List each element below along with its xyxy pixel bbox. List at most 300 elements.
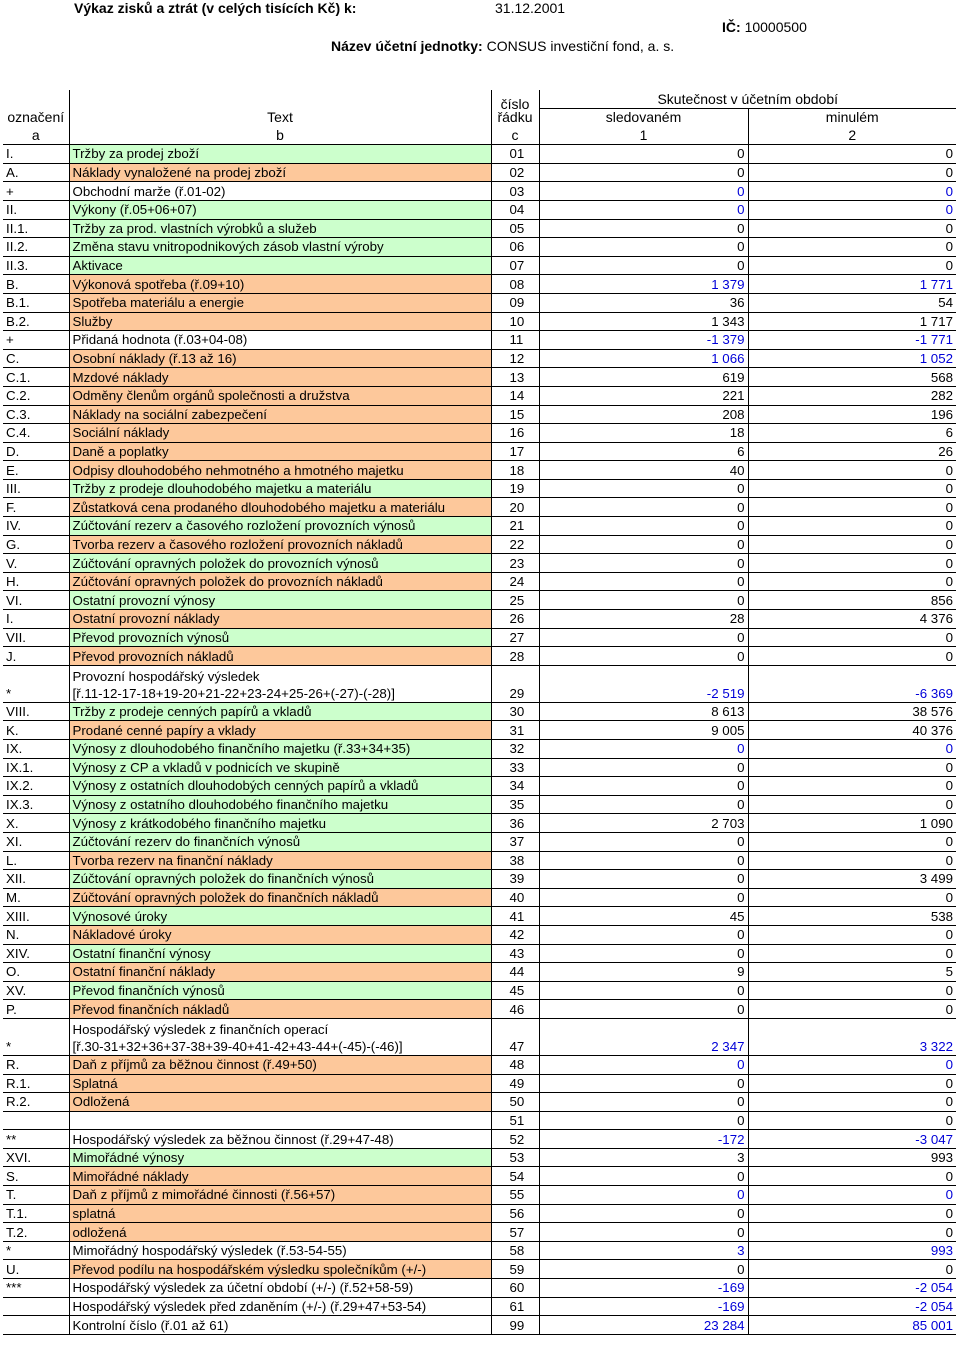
row-designation: B.1. (3, 293, 69, 312)
row-number: 57 (491, 1223, 539, 1242)
table-row (3, 312, 956, 331)
col-rowno-top: číslo (500, 95, 530, 109)
row-number: 51 (491, 1111, 539, 1130)
row-previous-value: 0 (748, 1074, 956, 1093)
row-current-value: 0 (539, 1055, 748, 1074)
row-designation: E. (3, 461, 69, 480)
table-row (3, 1241, 956, 1260)
table-row (3, 1000, 956, 1019)
table-row (3, 647, 956, 666)
row-previous-value: 3 322 (748, 1018, 956, 1055)
row-text: Daně a poplatky (69, 442, 491, 461)
row-previous-value: 0 (748, 1186, 956, 1205)
table-row (3, 814, 956, 833)
row-previous-value: 4 376 (748, 610, 956, 629)
row-text: Výkonová spotřeba (ř.09+10) (69, 275, 491, 294)
row-designation (3, 1297, 69, 1316)
table-row (3, 944, 956, 963)
row-number: 03 (491, 182, 539, 201)
row-text: Zúčtování rezerv do finančních výnosů (69, 832, 491, 851)
row-number: 40 (491, 888, 539, 907)
row-previous-value: 0 (748, 1223, 956, 1242)
row-current-value: 0 (539, 647, 748, 666)
table-row (3, 777, 956, 796)
row-current-value: 45 (539, 907, 748, 926)
row-designation: XI. (3, 832, 69, 851)
row-text: Ostatní provozní náklady (69, 610, 491, 629)
row-current-value: 0 (539, 1167, 748, 1186)
row-number: 20 (491, 498, 539, 517)
row-number: 14 (491, 386, 539, 405)
row-number: 41 (491, 907, 539, 926)
row-text: Splatná (69, 1074, 491, 1093)
table-row (3, 349, 956, 368)
row-designation: I. (3, 610, 69, 629)
row-number: 12 (491, 349, 539, 368)
row-number: 56 (491, 1204, 539, 1223)
row-number: 06 (491, 238, 539, 257)
table-row (3, 758, 956, 777)
row-designation: P. (3, 1000, 69, 1019)
row-designation: L. (3, 851, 69, 870)
row-text: Spotřeba materiálu a energie (69, 293, 491, 312)
row-current-value: -1 379 (539, 331, 748, 350)
row-number: 13 (491, 368, 539, 387)
row-previous-value: 0 (748, 944, 956, 963)
row-current-value: 0 (539, 256, 748, 275)
row-text: Výnosy z ostatních dlouhodobých cenných papírů a vkladů (69, 777, 491, 796)
ico-label: IČ: (722, 19, 741, 35)
table-row (3, 832, 956, 851)
row-designation: R.1. (3, 1074, 69, 1093)
row-current-value: 18 (539, 424, 748, 443)
row-previous-value: 993 (748, 1148, 956, 1167)
table-row (3, 424, 956, 443)
row-text: Hospodářský výsledek za účetní období (+/-) (ř.52+58-59) (69, 1279, 491, 1298)
row-designation (3, 1111, 69, 1130)
row-designation: + (3, 331, 69, 350)
table-row (3, 1204, 956, 1223)
row-current-value: 8 613 (539, 702, 748, 721)
row-designation: IV. (3, 517, 69, 536)
row-text: Tržby za prodej zboží (69, 145, 491, 164)
row-current-value: 0 (539, 851, 748, 870)
row-previous-value: 0 (748, 925, 956, 944)
row-current-value: 2 703 (539, 814, 748, 833)
row-previous-value: 0 (748, 1093, 956, 1112)
table-row (3, 238, 956, 257)
row-designation: XVI. (3, 1148, 69, 1167)
row-current-value: 0 (539, 925, 748, 944)
row-text: Mimořádné náklady (69, 1167, 491, 1186)
row-designation: * (3, 1018, 69, 1055)
row-previous-value: 0 (748, 219, 956, 238)
row-previous-value: 6 (748, 424, 956, 443)
row-designation: XIV. (3, 944, 69, 963)
row-designation: II.3. (3, 256, 69, 275)
row-previous-value: 0 (748, 145, 956, 164)
table-row (3, 721, 956, 740)
row-text: Sociální náklady (69, 424, 491, 443)
row-designation: J. (3, 647, 69, 666)
row-number: 48 (491, 1055, 539, 1074)
row-number: 23 (491, 554, 539, 573)
row-text: Odměny členům orgánů společnosti a družstva (69, 386, 491, 405)
row-text: Daň z příjmů za běžnou činnost (ř.49+50) (69, 1055, 491, 1074)
report-title-line (74, 0, 356, 16)
col-current: sledovaném (539, 109, 748, 127)
table-row (3, 870, 956, 889)
col-previous: minulém (748, 109, 956, 127)
table-row (3, 535, 956, 554)
row-previous-value: 0 (748, 1111, 956, 1130)
table-row (3, 925, 956, 944)
row-designation: T.2. (3, 1223, 69, 1242)
row-previous-value: 0 (748, 517, 956, 536)
row-designation: II.1. (3, 219, 69, 238)
table-body (3, 145, 956, 1335)
row-designation: IX.3. (3, 795, 69, 814)
row-number: 19 (491, 479, 539, 498)
row-number: 32 (491, 740, 539, 759)
ico-value: 10000500 (744, 19, 807, 35)
row-number: 58 (491, 1241, 539, 1260)
row-previous-value: 40 376 (748, 721, 956, 740)
row-current-value: 0 (539, 238, 748, 257)
row-designation: XV. (3, 981, 69, 1000)
table-row (3, 628, 956, 647)
row-current-value: 0 (539, 758, 748, 777)
row-text: Odložená (69, 1093, 491, 1112)
row-designation: IX. (3, 740, 69, 759)
row-number: 50 (491, 1093, 539, 1112)
row-text-line2: [ř.11-12-17-18+19-20+21-22+23-24+25-26+(-27)-(-28)] (72, 685, 395, 701)
row-number: 28 (491, 647, 539, 666)
row-current-value: 23 284 (539, 1316, 748, 1335)
row-designation: B.2. (3, 312, 69, 331)
row-text: Ostatní finanční výnosy (69, 944, 491, 963)
row-designation: XIII. (3, 907, 69, 926)
row-text: Hospodářský výsledek před zdaněním (+/-) (ř.29+47+53-54) (69, 1297, 491, 1316)
row-number: 27 (491, 628, 539, 647)
row-designation: C.2. (3, 386, 69, 405)
table-row (3, 1186, 956, 1205)
row-number: 44 (491, 963, 539, 982)
row-number: 31 (491, 721, 539, 740)
row-current-value: 0 (539, 888, 748, 907)
row-designation: R.2. (3, 1093, 69, 1112)
table-row (3, 293, 956, 312)
row-current-value: 0 (539, 200, 748, 219)
row-text: Tržby z prodeje dlouhodobého majetku a materiálu (69, 479, 491, 498)
row-number: 52 (491, 1130, 539, 1149)
table-row (3, 907, 956, 926)
row-previous-value: -3 047 (748, 1130, 956, 1149)
table-row (3, 1018, 956, 1055)
row-text: Převod finančních výnosů (69, 981, 491, 1000)
row-text: Zúčtování opravných položek do provozních výnosů (69, 554, 491, 573)
row-previous-value: 0 (748, 238, 956, 257)
row-designation: *** (3, 1279, 69, 1298)
table-row (3, 1130, 956, 1149)
row-text: Odpisy dlouhodobého nehmotného a hmotného majetku (69, 461, 491, 480)
row-designation: * (3, 1241, 69, 1260)
row-current-value: 3 (539, 1148, 748, 1167)
row-current-value: 0 (539, 517, 748, 536)
row-text: Změna stavu vnitropodnikových zásob vlastní výroby (69, 238, 491, 257)
row-current-value: -169 (539, 1297, 748, 1316)
col-actual-group: Skutečnost v účetním období (539, 90, 956, 109)
row-previous-value: 0 (748, 628, 956, 647)
row-number: 38 (491, 851, 539, 870)
row-number: 55 (491, 1186, 539, 1205)
row-number: 43 (491, 944, 539, 963)
table-row (3, 963, 956, 982)
row-designation: B. (3, 275, 69, 294)
row-designation: C. (3, 349, 69, 368)
row-number: 99 (491, 1316, 539, 1335)
row-current-value: 0 (539, 1000, 748, 1019)
row-current-value: -169 (539, 1279, 748, 1298)
row-text-line1: Provozní hospodářský výsledek (72, 668, 260, 684)
row-current-value: 1 343 (539, 312, 748, 331)
row-previous-value: 0 (748, 888, 956, 907)
table-row (3, 554, 956, 573)
row-previous-value: 0 (748, 200, 956, 219)
row-current-value: 208 (539, 405, 748, 424)
table-row (3, 182, 956, 201)
row-designation: + (3, 182, 69, 201)
table-row (3, 702, 956, 721)
row-current-value: 0 (539, 1093, 748, 1112)
table-row (3, 1279, 956, 1298)
row-previous-value: 0 (748, 758, 956, 777)
table-row (3, 368, 956, 387)
row-text: Převod finančních nákladů (69, 1000, 491, 1019)
row-previous-value: 0 (748, 461, 956, 480)
row-text: Tvorba rezerv a časového rozložení provozních nákladů (69, 535, 491, 554)
row-designation: F. (3, 498, 69, 517)
row-current-value: 36 (539, 293, 748, 312)
row-previous-value: 0 (748, 498, 956, 517)
row-number: 01 (491, 145, 539, 164)
col-code-c: c (491, 127, 539, 145)
row-number: 07 (491, 256, 539, 275)
table-row (3, 1055, 956, 1074)
row-designation: II.2. (3, 238, 69, 257)
row-current-value: 9 (539, 963, 748, 982)
table-row (3, 163, 956, 182)
row-previous-value: 5 (748, 963, 956, 982)
table-row (3, 256, 956, 275)
row-current-value: 0 (539, 554, 748, 573)
row-previous-value: 0 (748, 182, 956, 201)
row-text: splatná (69, 1204, 491, 1223)
row-designation: U. (3, 1260, 69, 1279)
row-previous-value: 26 (748, 442, 956, 461)
row-text: Zúčtování opravných položek do finančních nákladů (69, 888, 491, 907)
row-designation: G. (3, 535, 69, 554)
row-text: Tržby za prod. vlastních výrobků a služeb (69, 219, 491, 238)
row-number: 36 (491, 814, 539, 833)
row-text: Výnosy z krátkodobého finančního majetku (69, 814, 491, 833)
row-number: 02 (491, 163, 539, 182)
col-rowno: řádku (491, 109, 539, 127)
table-row (3, 461, 956, 480)
table-row (3, 610, 956, 629)
row-number: 33 (491, 758, 539, 777)
row-text: Zúčtování opravných položek do finančních výnosů (69, 870, 491, 889)
col-text: Text (69, 109, 491, 127)
row-previous-value: 1 717 (748, 312, 956, 331)
row-designation: T. (3, 1186, 69, 1205)
row-designation: V. (3, 554, 69, 573)
row-number: 37 (491, 832, 539, 851)
row-current-value: 0 (539, 1204, 748, 1223)
profit-loss-table (3, 90, 956, 1335)
row-current-value: 0 (539, 777, 748, 796)
row-previous-value: 538 (748, 907, 956, 926)
row-number: 25 (491, 591, 539, 610)
row-current-value: 0 (539, 832, 748, 851)
table-row (3, 1260, 956, 1279)
table-row (3, 591, 956, 610)
row-text: Mimořádné výnosy (69, 1148, 491, 1167)
row-current-value: 0 (539, 1223, 748, 1242)
table-row (3, 1111, 956, 1130)
row-designation: C.1. (3, 368, 69, 387)
table-row (3, 1093, 956, 1112)
row-designation: K. (3, 721, 69, 740)
row-number: 34 (491, 777, 539, 796)
row-current-value: 0 (539, 944, 748, 963)
entity-line (331, 38, 674, 54)
row-designation: H. (3, 572, 69, 591)
table-row (3, 851, 956, 870)
row-designation: VI. (3, 591, 69, 610)
row-previous-value: 85 001 (748, 1316, 956, 1335)
row-current-value: 619 (539, 368, 748, 387)
entity-value: CONSUS investiční fond, a. s. (486, 38, 675, 54)
table-row (3, 1148, 956, 1167)
row-current-value: 0 (539, 1074, 748, 1093)
row-number: 04 (491, 200, 539, 219)
row-previous-value: 856 (748, 591, 956, 610)
row-previous-value: 0 (748, 832, 956, 851)
report-title: Výkaz zisků a ztrát (v celých tisících Kč) k: (74, 0, 357, 16)
table-row (3, 665, 956, 702)
table-row (3, 219, 956, 238)
table-row (3, 145, 956, 164)
table-row (3, 888, 956, 907)
row-designation: I. (3, 145, 69, 164)
row-designation: VIII. (3, 702, 69, 721)
row-text (69, 1111, 491, 1130)
row-current-value: 0 (539, 145, 748, 164)
row-number: 18 (491, 461, 539, 480)
row-previous-value: -2 054 (748, 1297, 956, 1316)
row-designation: II. (3, 200, 69, 219)
row-designation: ** (3, 1130, 69, 1149)
col-code-b: b (69, 127, 491, 145)
row-text: Výnosy z ostatního dlouhodobého finančního majetku (69, 795, 491, 814)
col-code-a: a (3, 127, 69, 145)
row-number: 26 (491, 610, 539, 629)
row-text: Nákladové úroky (69, 925, 491, 944)
col-designation: označení (3, 109, 69, 127)
row-previous-value: 0 (748, 1204, 956, 1223)
row-text-line1: Hospodářský výsledek z finančních operací (72, 1021, 329, 1037)
row-current-value: 3 (539, 1241, 748, 1260)
row-number: 22 (491, 535, 539, 554)
row-designation: N. (3, 925, 69, 944)
row-number: 11 (491, 331, 539, 350)
row-designation: III. (3, 479, 69, 498)
row-text: Ostatní finanční náklady (69, 963, 491, 982)
row-current-value: 0 (539, 219, 748, 238)
row-text: Ostatní provozní výnosy (69, 591, 491, 610)
row-text (69, 665, 491, 702)
row-text: Přidaná hodnota (ř.03+04-08) (69, 331, 491, 350)
table-row (3, 1167, 956, 1186)
row-number: 10 (491, 312, 539, 331)
row-designation: XII. (3, 870, 69, 889)
row-number: 59 (491, 1260, 539, 1279)
row-previous-value: 0 (748, 554, 956, 573)
row-designation: T.1. (3, 1204, 69, 1223)
row-number: 54 (491, 1167, 539, 1186)
row-number: 35 (491, 795, 539, 814)
row-previous-value: 0 (748, 647, 956, 666)
table-row (3, 1074, 956, 1093)
row-text: Výnosy z dlouhodobého finančního majetku (ř.33+34+35) (69, 740, 491, 759)
row-designation: M. (3, 888, 69, 907)
row-text (69, 1018, 491, 1055)
row-current-value: 0 (539, 182, 748, 201)
table-row (3, 405, 956, 424)
row-number: 24 (491, 572, 539, 591)
row-number: 29 (491, 665, 539, 702)
row-previous-value: 0 (748, 981, 956, 1000)
row-previous-value: -1 771 (748, 331, 956, 350)
row-number: 39 (491, 870, 539, 889)
row-number: 30 (491, 702, 539, 721)
row-current-value: 0 (539, 1111, 748, 1130)
row-current-value: 0 (539, 572, 748, 591)
row-text: Hospodářský výsledek za běžnou činnost (ř.29+47-48) (69, 1130, 491, 1149)
row-number: 60 (491, 1279, 539, 1298)
row-current-value: 0 (539, 628, 748, 647)
row-text: Zůstatková cena prodaného dlouhodobého majetku a materiálu (69, 498, 491, 517)
table-row (3, 517, 956, 536)
table-row (3, 1316, 956, 1335)
row-designation: X. (3, 814, 69, 833)
row-current-value: 0 (539, 535, 748, 554)
ico-line (722, 19, 807, 35)
table-row (3, 386, 956, 405)
row-current-value: 0 (539, 981, 748, 1000)
table-row (3, 498, 956, 517)
row-text: Převod provozních výnosů (69, 628, 491, 647)
table-row (3, 442, 956, 461)
row-previous-value: 0 (748, 851, 956, 870)
row-number: 47 (491, 1018, 539, 1055)
row-previous-value: 568 (748, 368, 956, 387)
row-number: 05 (491, 219, 539, 238)
row-current-value: 6 (539, 442, 748, 461)
row-previous-value: 38 576 (748, 702, 956, 721)
row-text: Náklady na sociální zabezpečení (69, 405, 491, 424)
